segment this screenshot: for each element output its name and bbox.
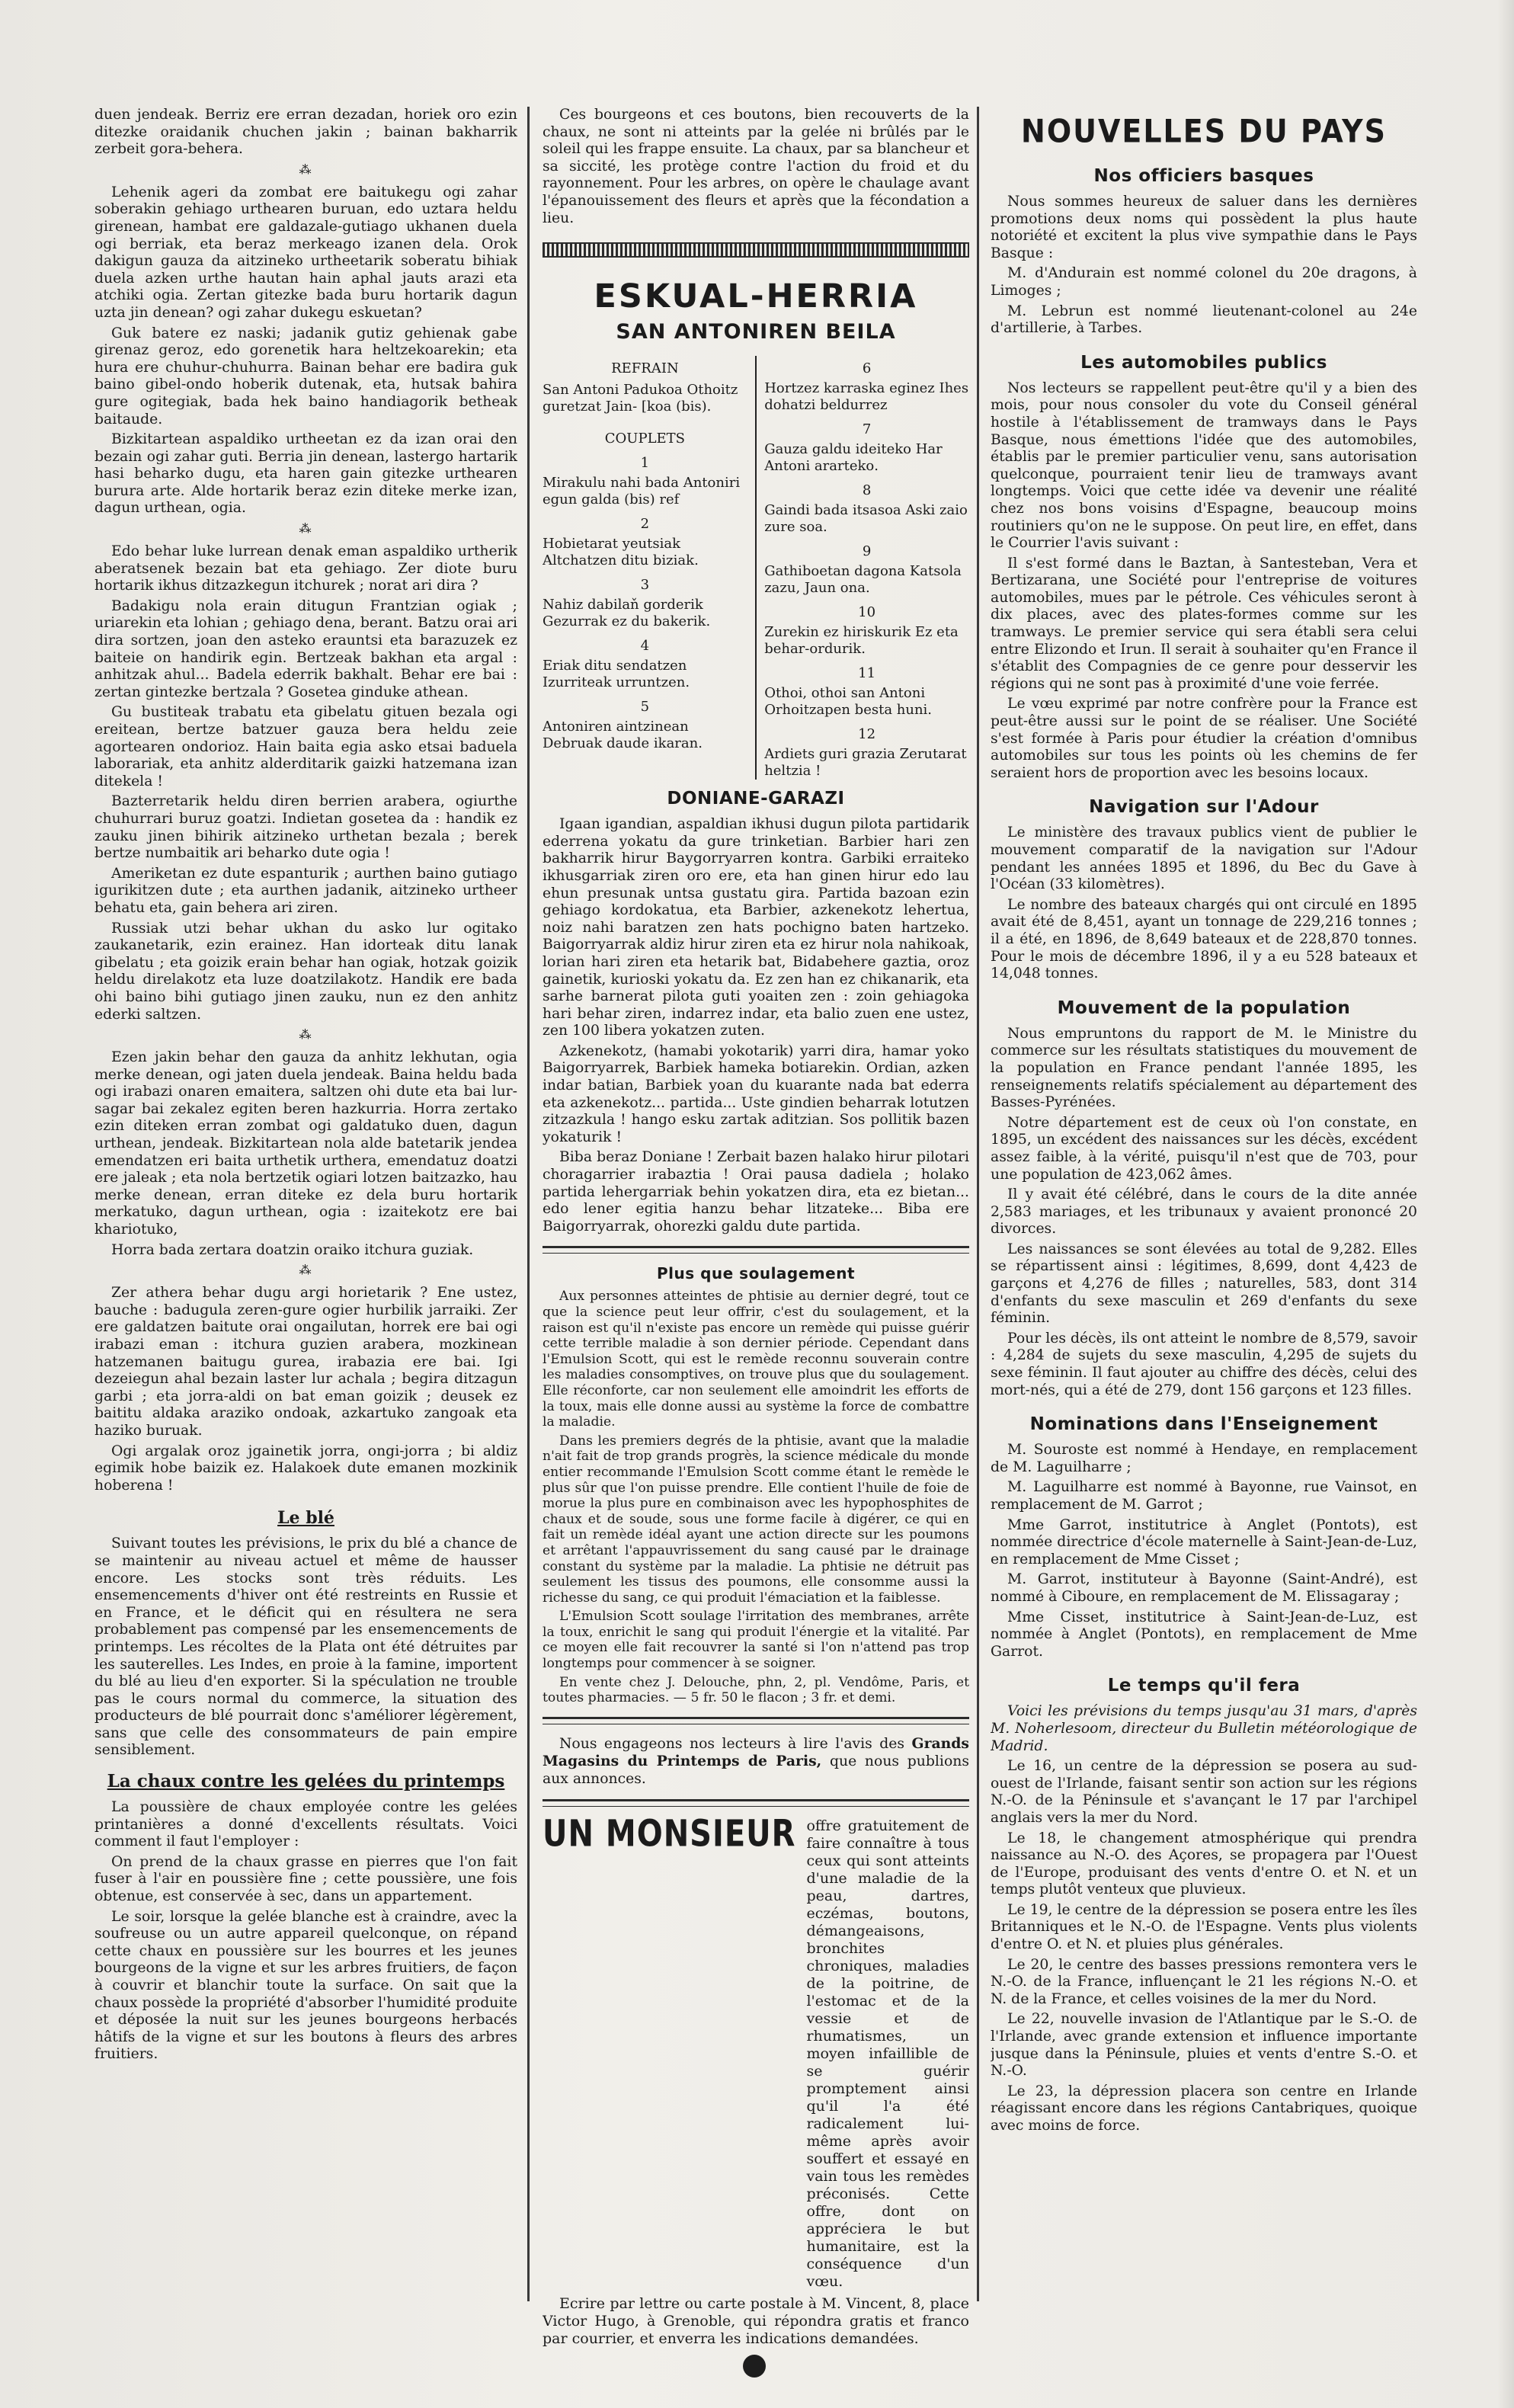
headline: Navigation sur l'Adour: [1089, 797, 1319, 818]
paragraph: Le 16, un centre de la dépression se posera au sud-ouest de l'Irlande, faisant sentir son action sur les régions N.-O. de la Péninsule et s'avançant le 17 par l'archipel anglais vers la mer du Nord.: [991, 1758, 1417, 1826]
headline-le-ble: Le blé: [277, 1508, 334, 1529]
headline: Le temps qu'il fera: [1107, 1676, 1301, 1696]
couplets-label: COUPLETS: [604, 431, 686, 447]
paragraph: Les naissances se sont élevées au total de 9,282. Elles se répartissent ainsi : légitimes, 8,699, dont 4,423 de garçons et 4,276 de filles ; naturelles, 583, dont 314 d'enfants du sexe masculin et 269 d'enfants du sexe féminin.: [991, 1241, 1417, 1327]
headline-plus-que-soulagement: Plus que soulagement: [656, 1264, 856, 1283]
asterism-divider: ⁂: [299, 521, 313, 536]
paragraph: Azkenekotz, (hamabi yokotarik) yarri dira, hamar yoko Baigorryarrek, Barbiek hameka botiarekin. Ordian, azken indar batian, Barbiek yoan du kuarante nada bat ederra eta azkenekotz... partida... Uste gindien beharrak lotutzen zitzazkula ! hango esku zartak aditzian. Sos pollitik bazen yokaturik !: [543, 1042, 969, 1145]
paragraph: Suivant toutes les prévisions, le prix du blé a chance de se maintenir au niveau actuel et même de hausser encore. Les stocks sont très réduits. Les ensemencements d'hiver ont été restreints en Russie et en France, et le déficit qui en résultera ne sera probablement pas compensé par les ensemencements de printemps. Les récoltes de la Plata ont été détruites par les sauterelles. Les Indes, en proie à la famine, importent du blé au lieu d'en exporter. Si la spéculation ne trouble pas le cours normal du commerce, la situation des producteurs de blé pourrait donc s'améliorer légèrement, sans que celle des consommateurs de pain empire sensiblement.: [94, 1535, 517, 1759]
verse-number: 3: [640, 577, 650, 594]
paragraph: Le 18, le changement atmosphérique qui prendra naissance au N.-O. des Açores, se propagera par l'Ouest de l'Europe, produisant des vents d'entre O. et N. et un temps plutôt venteux que pluvieux.: [991, 1830, 1417, 1898]
song-lyrics: [543, 356, 969, 780]
paragraph: Il y avait été célébré, dans le cours de la dite année 2,583 mariages, et les tribunaux y avaient prononcé 20 divorces.: [991, 1186, 1417, 1238]
column-basque-agriculture: [94, 107, 517, 2347]
headline-chaux-gelees: La chaux contre les gelées du printemps: [107, 1771, 505, 1792]
paragraph: Le 19, le centre de la dépression se posera entre les îles Britanniques et le N.-O. de l'Espagne. Vents plus violents d'entre O. et N. et pluies plus générales.: [991, 1901, 1417, 1953]
paragraph: On prend de la chaux grasse en pierres que l'on fait fuser à l'air en poussière fine ; cette poussière, une fois obtenue, est conservée à sec, dans un appartement.: [94, 1853, 517, 1905]
verse-number: 5: [640, 699, 650, 716]
verse-number: 6: [862, 360, 872, 377]
verse-text: Hortzez karraska eginez Ihes dohatzi beldurrez: [764, 380, 969, 414]
paragraph: Bazterretarik heldu diren berrien arabera, ogiurthe chuhurrari buruz goatzi. Indietan gosetea da : handik ez zauku jinen bihirik aitzineko urthetan bezala ; berek bertze numbaitik ari beharko dute ogia !: [94, 793, 517, 862]
paragraph: Nous sommes heureux de saluer dans les dernières promotions deux noms qui possèdent la plus haute notoriété et excitent la plus vive sympathie dans le Pays Basque :: [991, 194, 1417, 261]
paragraph: Le 20, le centre des basses pressions remontera vers le N.-O. de la France, influençant le 21 les régions N.-O. et N. de la France, et celles voisines de la mer du Nord.: [991, 1956, 1417, 2007]
refrain-verse: San Antoni Padukoa Othoitz guretzat Jain- [koa (bis).: [543, 382, 738, 415]
verse-text: Zurekin ez hiriskurik Ez eta behar-ordurik.: [764, 624, 959, 658]
paragraph: Nous empruntons du rapport de M. le Ministre du commerce sur les résultats statistiques du mouvement de la population en France pendant l'année 1895, les renseignements relatifs spécialement au département des Basses-Pyrénées.: [991, 1025, 1417, 1111]
advert-emulsion-scott: [543, 1289, 969, 1705]
verse-number: 4: [640, 638, 650, 655]
paragraph: Le 23, la dépression placera son centre en Irlande réagissant encore dans les régions Cantabriques, quoique avec moins de force.: [991, 2083, 1417, 2134]
verse-text: Mirakulu nahi bada Antoniri egun galda (bis) ref: [543, 475, 741, 508]
verse-text: Gauza galdu ideiteko Har Antoni arartekо.: [764, 441, 943, 475]
paragraph: M. Souroste est nommé à Hendaye, en remplacement de M. Laguilharre ;: [991, 1442, 1417, 1475]
page-edge-shadow: [1497, 0, 1514, 2408]
paragraph: Guk batere ez naski; jadanik gutiz gehienak gabe girenaz geroz, edo gorenetik hara heltzekoarekin; eta hura ere chuhur-chuhurra. Bainan behar ere badira guk baino gibel-ondo hoberik dutenak, eta, hutsak bahira gure ogitegiak, bada hek baino handiagorik betheak baitaude.: [94, 325, 517, 427]
paragraph: Le nombre des bateaux chargés qui ont circulé en 1895 avait été de 8,451, ayant un tonnage de 229,216 tonnes ; il a été, en 1896, de 8,649 bateaux et de 228,870 tonnes. Pour le mois de décembre 1896, il y a eu 528 bateaux et 14,048 tonnes.: [991, 896, 1417, 982]
paragraph: Horra bada zertara doatzin oraiko itchura guziak.: [111, 1241, 474, 1258]
column-eskual-herria: [543, 107, 969, 2347]
paragraph: Il s'est formé dans le Baztan, à Santesteban, Vera et Bertizarana, une Société pour l'entreprise de voitures automobiles, mues par le pétrole. Ces véhicules seront à dix places, avec des plates-formes comme sur les tramways. Le premier service qui sera établi sera celui entre Elizondo et Irun. Il serait à souhaiter qu'en France il s'établit des Compagnies de ce genre pour desservir les régions qui ne sont pas à proximité d'une voie ferrée.: [991, 555, 1417, 692]
refrain-label: REFRAIN: [611, 360, 679, 377]
headline: Les automobiles publics: [1080, 352, 1327, 373]
notice-text: que nous publions aux annonces.: [543, 1753, 969, 1788]
paragraph: Badakigu nola erain ditugun Frantzian ogiak ; uriarekin eta lohian ; gehiago dena, berant. Batzu orai ari dira sortzen, joan den asteko erauntsi eta barazuzek ez baiteie on handirik egin. Bertzeak bakhan eta argal : anhitzak ahul... Badela ederrik bakhalt. Behar ere bai : zertan gintezke bertzala ? Gosetea ginduke athean.: [94, 597, 517, 700]
column-rule-right: [977, 107, 979, 2301]
paragraph: En vente chez J. Delouche, phn, 2, pl. Vendôme, Paris, et toutes pharmacies. — 5 fr. 50 le flacon ; 3 fr. et demi.: [543, 1674, 969, 1706]
song-right-column: [764, 356, 969, 780]
paragraph: Mme Cisset, institutrice à Saint-Jean-de-Luz, est nommée à Anglet (Pontots), en remplacement de Mme Garrot.: [991, 1609, 1417, 1660]
paragraph: Bizkitartean aspaldiko urtheetan ez da izan orai den bezain ogi zahar guti. Berria jin denean, lastergo hartarik hasi beharko dugu, eta haren gain gitezke urthearen burura arte. Alde hortarik beraz ezin diteke merke izan, dagun urthean, ogia.: [94, 431, 517, 517]
paragraph: Igaan igandian, aspaldian ikhusi dugun pilota partidarik ederrena yokatu da gure trinketian. Barbier hari zen bakharrik hirur Baygorryarren kontra. Garbiki erraiteko ikhusgarriak ziren oro ere, eta han ginen hirur edo lau ehun presunak untsa gustatu gira. Partida bazoan ezin gehiago kordokatua, eta Barbier, azkenekotz lehertua, noiz nahi baratzen zen hats pochigno baten hartzeko. Baigorryarrak aldiz hirur ziren eta ez hirur nola nahikoak, lorian hari ziren eta hetarik bat, Bidabehere gaztia, oroz gainetik, kurioski yokatu da. Ez zen han ez chikanarik, eta sarhe barnerat pilota guti yoaiten zen : zoin gehiagoka hari behar ziren, indarrez indar, eta balio zuen ene ustez, zen 100 libera yokatzen zuten.: [543, 816, 969, 1039]
divider: [543, 1246, 969, 1254]
paragraph: Pour les décès, ils ont atteint le nombre de 8,579, savoir : 4,284 de sujets du sexe masculin, 4,295 de sujets du sexe féminin. Il faut ajouter au chiffre des décès, celui des mort-nés, qui a été de 279, dont 156 garçons et 123 filles.: [991, 1330, 1417, 1398]
verse-number: 12: [858, 726, 876, 743]
verse-text: Eriak ditu sendatzen Izurriteak urruntzen.: [543, 658, 690, 691]
verse-number: 1: [640, 455, 650, 472]
paragraph: M. Laguilharre est nommé à Bayonne, rue Vainsot, en remplacement de M. Garrot ;: [991, 1479, 1417, 1513]
song-left-column: [543, 356, 747, 780]
headline: Nos officiers basques: [1093, 166, 1314, 186]
paragraph: Aux personnes atteintes de phtisie au dernier degré, tout ce que la science peut leur offrir, c'est du soulagement, et la raison est qu'il n'existe pas encore un remède qui puisse guérir cette terrible maladie à son dernier période. Cependant dans l'Emulsion Scott, qui est le remède reconnu souverain contre les maladies consomptives, on trouve plus que du soulagement. Elle réconforte, car non seulement elle amoindrit les efforts de la toux, mais elle donne aussi au système la force de combattre la maladie.: [543, 1289, 969, 1430]
verse-number: 2: [640, 516, 650, 533]
verse-number: 7: [862, 421, 872, 438]
verse-text: Gaindi bada itsasoa Aski zaio zure soa.: [764, 502, 968, 536]
verse-text: Ardiets guri grazia Zerutarat heltzia !: [764, 746, 967, 780]
divider: [543, 1799, 969, 1807]
notice-text: Nous engageons nos lecteurs à lire l'avis des: [559, 1735, 905, 1752]
song-title: SAN ANTONIREN BEILA: [616, 320, 896, 344]
verse-number: 11: [858, 665, 876, 682]
paragraph: L'Emulsion Scott soulage l'irritation des membranes, arrête la toux, enrichit le sang qui produit l'énergie et la vitalité. Par ce moyen elle fait recouvrer la santé si l'on n'attend pas trop longtemps pour commencer à se soigner.: [543, 1609, 969, 1672]
headline: Mouvement de la population: [1057, 997, 1351, 1018]
paragraph: Lehenik ageri da zombat ere baitukegu ogi zahar soberakin gehiago urthearen buruan, edo uztara heldu girenean, hambat ere galdazale-gutiago ukhanen duela ogi berriak, eta beraz merkeago izanen dela. Orok dakigun gauza da aitzineko urtheetarik soberatu bihiak duela azken urthe hautan hain aphal jauts arazi eta atchiki ogia. Zertan gitezke bada buru hortarik dagun uzta jin denean? ogi zahar dukegu eskuetan?: [94, 184, 517, 321]
paragraph: La poussière de chaux employée contre les gelées printanières a donné d'excellents résultats. Voici comment il faut l'employer :: [94, 1799, 517, 1850]
advert-body: offre gratuitement de faire connaître à tous ceux qui sont atteints d'une maladie de la peau, dartres, eczémas, boutons, démangeaisons, bronchites chroniques, maladies de la poitrine, de l'estomac et de la vessie et de rhumatismes, un moyen infaillible de se guérir promptement ainsi qu'il l'a été radicalement lui-même après avoir souffert et essayé en vain tous les remèdes préconisés. Cette offre, dont on appréciera le but humanitaire, est la conséquence d'un vœu.: [806, 1817, 969, 2290]
paragraph: Voici les prévisions du temps jusqu'au 31 mars, d'après M. Noherlesoom, directeur du Bulletin météorologique de Madrid.: [991, 1703, 1417, 1754]
verse-text: Gathiboetan dagona Katsola zazu, Jaun ona.: [764, 563, 962, 597]
paragraph: M. Lebrun est nommé lieutenant-colonel au 24e d'artillerie, à Tarbes.: [991, 303, 1417, 337]
paragraph: duen jendeak. Berriz ere erran dezadan, horiek oro ezin ditezke oraidanik chuchen jakin ; bainan bakharrik zerbeit gora-behera.: [94, 107, 517, 158]
paragraph: Le soir, lorsque la gelée blanche est à craindre, avec la soufreuse ou un autre appareil quelconque, on répand cette chaux en poussière sur les bourres et les jeunes bourgeons de la vigne et sur les arbres fruitiers, de façon à couvrir et blanchir toute la surface. On sait que la chaux possède la propriété d'absorber l'humidité produite et déposée la nuit sur les jeunes bourgeons herbacés hâtifs de la vigne et sur les boutons à fleurs des arbres fruitiers.: [94, 1908, 517, 2063]
verse-number: 8: [862, 482, 872, 499]
divider: [543, 1717, 969, 1724]
paragraph: Nos lecteurs se rappellent peut-être qu'il y a bien des mois, pour nous consoler du vote du Conseil général hostile à l'établissement de tramways dans le Pays Basque, nous émettions l'idée que des automobiles, établis par le premier particulier venu, sans autorisation quelconque, pourraient tenir lieu de tramways avant longtemps. Voici que cette idée va devenir une réalité chez nos bons voisins d'Espagne, beaucoup moins routiniers qu'on ne le suppose. On peut lire, en effet, dans le Courrier l'avis suivant :: [991, 379, 1417, 552]
verse-text: Antoniren aintzinean Debruak daude ikaran.: [543, 719, 703, 752]
verse-number: 10: [858, 604, 876, 621]
asterism-divider: ⁂: [299, 1263, 313, 1278]
paragraph: Le ministère des travaux publics vient de publier le mouvement comparatif de la navigation sur l'Adour pendant les années 1895 et 1896, du Bec du Gave à l'Océan (33 kilomètres).: [991, 825, 1417, 893]
paragraph: Dans les premiers degrés de la phtisie, avant que la maladie n'ait fait de trop grands progrès, la science médicale du monde entier recommande l'Emulsion Scott comme étant le remède le plus sûr que l'on puisse prendre. Elle contient l'huile de foie de morue la plus pure en combinaison avec les hypophosphites de chaux et de soude, sous une forme facile à digérer, ce qui en fait un remède idéal ayant une action directe sur les poumons et arrêtant l'appauvrissement du sang causé par le drainage constant du système par la maladie. La phtisie ne détruit pas seulement les tissus des poumons, elle consomme aussi la richesse du sang, ce qui produit l'émaciation et la faiblesse.: [543, 1433, 969, 1606]
verse-text: Nahiz dabilaň gorderik Gezurrak ez du bakerik.: [543, 597, 711, 630]
paragraph: Le 22, nouvelle invasion de l'Atlantique par le S.-O. de l'Irlande, avec grande extension et influence importante jusque dans la Péninsule, pluies et vents d'entre S.-O. et N.-O.: [991, 2011, 1417, 2080]
paragraph: M. d'Andurain est nommé colonel du 20e dragons, à Limoges ;: [991, 265, 1417, 299]
advert-un-monsieur: [543, 1813, 969, 2291]
paragraph: Edo behar luke lurrean denak eman aspaldiko urtherik aberatsenek bezain bat eta gehiago. Zer diote buru hortarik ikhus ditzazkegun itchurek ; norat ari dira ?: [94, 543, 517, 594]
verse-number: 9: [862, 543, 872, 560]
column-rule-left: [527, 107, 530, 2301]
paragraph: Ecrire par lettre ou carte postale à M. Vincent, 8, place Victor Hugo, à Grenoble, qui répondra gratis et franco par courrier, et enverra les indications demandées.: [543, 2294, 969, 2347]
paragraph: Zer athera behar dugu argi horietarik ? Ene ustez, bauche : badugula zeren-gure ogier hurbilik jarraiki. Zer ere galdatzen baitute orai ongailutan, horrek ere bai ogi irabazi eman : itchura guzien arabera, mozkinean hatzemanen baitugu gurea, irabazia ere bai. Igi dezeiegun ahal bezain laster lur achala ; begira ditzagun garbi ; eta jorra-aldi on bat eman goizik ; deusek ez baititu aldaka araziko ondoak, azkartuko zangoak eta haziko buruak.: [94, 1285, 517, 1439]
paragraph: Mme Garrot, institutrice à Anglet (Pontots), est nommée directrice d'école maternelle à Saint-Jean-de-Luz, en remplacement de Mme Cisset ;: [991, 1516, 1417, 1567]
song-divider: [747, 356, 764, 780]
verse-text: Hobietarat yeutsiak Altchatzen ditu biziak.: [543, 536, 699, 569]
notice-store-name: Grands Magasins du Printemps de Paris,: [543, 1734, 969, 1770]
section-title: NOUVELLES DU PAYS: [1021, 112, 1387, 150]
paragraph: Ogi argalak oroz jgainetik jorra, ongi-jorra ; bi aldiz egimik hobe baizik ez. Halakoek dute emanen mozkinik hoberena !: [94, 1443, 517, 1494]
paragraph: M. Garrot, instituteur à Bayonne (Saint-André), est nommé à Ciboure, en remplacement de M. Elissagaray ;: [991, 1571, 1417, 1605]
headline: Nominations dans l'Enseignement: [1029, 1414, 1378, 1435]
paragraph: Ces bourgeons et ces boutons, bien recouverts de la chaux, ne sont ni atteints par la gelée ni brûlés par le soleil qui les frappe ensuite. La chaux, par sa blancheur et sa siccité, les protège contre l'action du froid et du rayonnement. Pour les arbres, on opère le chaulage avant l'épanouissement des fleurs et après que la fécondation a lieu.: [543, 107, 969, 226]
notice-printemps: [543, 1735, 969, 1788]
asterism-divider: ⁂: [299, 1027, 313, 1042]
paragraph: Biba beraz Doniane ! Zerbait bazen halako hirur pilotari choragarrier irabaztia ! Orai pausa dadiela ; holako partida lehergarriak behin yokatzen dira, eta ez bietan... edo lener egitia hanzu behar litzateke... Biba ere Baigorryarrak, ohorezki galdu dute partida.: [543, 1149, 969, 1234]
paragraph: Ezen jakin behar den gauza da anhitz lekhutan, ogia merke denean, ogi jaten duela jendeak. Baina heldu bada ogi irabazi onaren emaitera, saltzen ohi dute eta bai lur-sagar bai zekalez egiten beren hazkurria. Horra zertako ezin diteken erran zombat ogi galdatuko duen, dagun urthean, jendeak. Bizkitartean nola alde batetarik jendea emendatzen eri baita urthetik urthera, emendatuz doatzi ere jaleak ; eta nola bertzetik ogiari lotzen baitzazko, hau merke denean, erran diteke ez dela buru hortarik merkatuko, dagun urthean, ogia : izaitekotz ere bai khariotuko,: [94, 1049, 517, 1238]
binding-hole-icon: [743, 2355, 766, 2378]
column-nouvelles-du-pays: [991, 107, 1417, 2347]
verse-text: Othoi, othoi san Antoni Orhoitzapen besta huni.: [764, 685, 933, 719]
asterism-divider: ⁂: [299, 162, 313, 177]
paragraph: Russiak utzi behar ukhan du asko lur ogitako zaukanetarik, ezin erainez. Han idorteak ditu lanak gibelatu ; eta goizik erain behar han ogiak, hotzak goizik heldu direlakotz eta luze doatzilakotz. Handik ere bada ohi baino bihi gutiago jinen zauku, nun ez den anhitz ederki saltzen.: [94, 920, 517, 1023]
headline-doniane-garazi: DONIANE-GARAZI: [667, 789, 845, 809]
paragraph: Notre département est de ceux où l'on constate, en 1895, un excédent des naissances sur les décès, excédent assez faible, à la vérité, puisqu'il n'est que de 703, pour une population de 423,062 âmes.: [991, 1114, 1417, 1183]
banner-eskual-herria: ESKUAL-HERRIA: [594, 277, 918, 316]
advert-headline: UN MONSIEUR: [543, 1813, 796, 1856]
paragraph: Gu bustiteak trabatu eta gibelatu gituen bezala ogi ereitean, bertze batzuer gauza bera heldu zeie agortearen ondorioz. Hain baita egia asko etsai baduela laborariak, eta anhitz alderditarik gaizki hatzemana izan ditekela !: [94, 704, 517, 789]
ornamental-divider: [543, 242, 969, 258]
paragraph: Ameriketan ez dute espanturik ; aurthen baino gutiago igurikitzen dute ; eta aurthen jadanik, aitzineko urtheer behatu eta, gain behera ari ziren.: [94, 865, 517, 916]
paragraph: Le vœu exprimé par notre confrère pour la France est peut-être aussi sur le point de se réaliser. Une Société s'est formée à Paris pour étudier la création d'omnibus automobiles sur tous les points où les chemins de fer seraient hors de proportion avec les besoins locaux.: [991, 696, 1417, 781]
